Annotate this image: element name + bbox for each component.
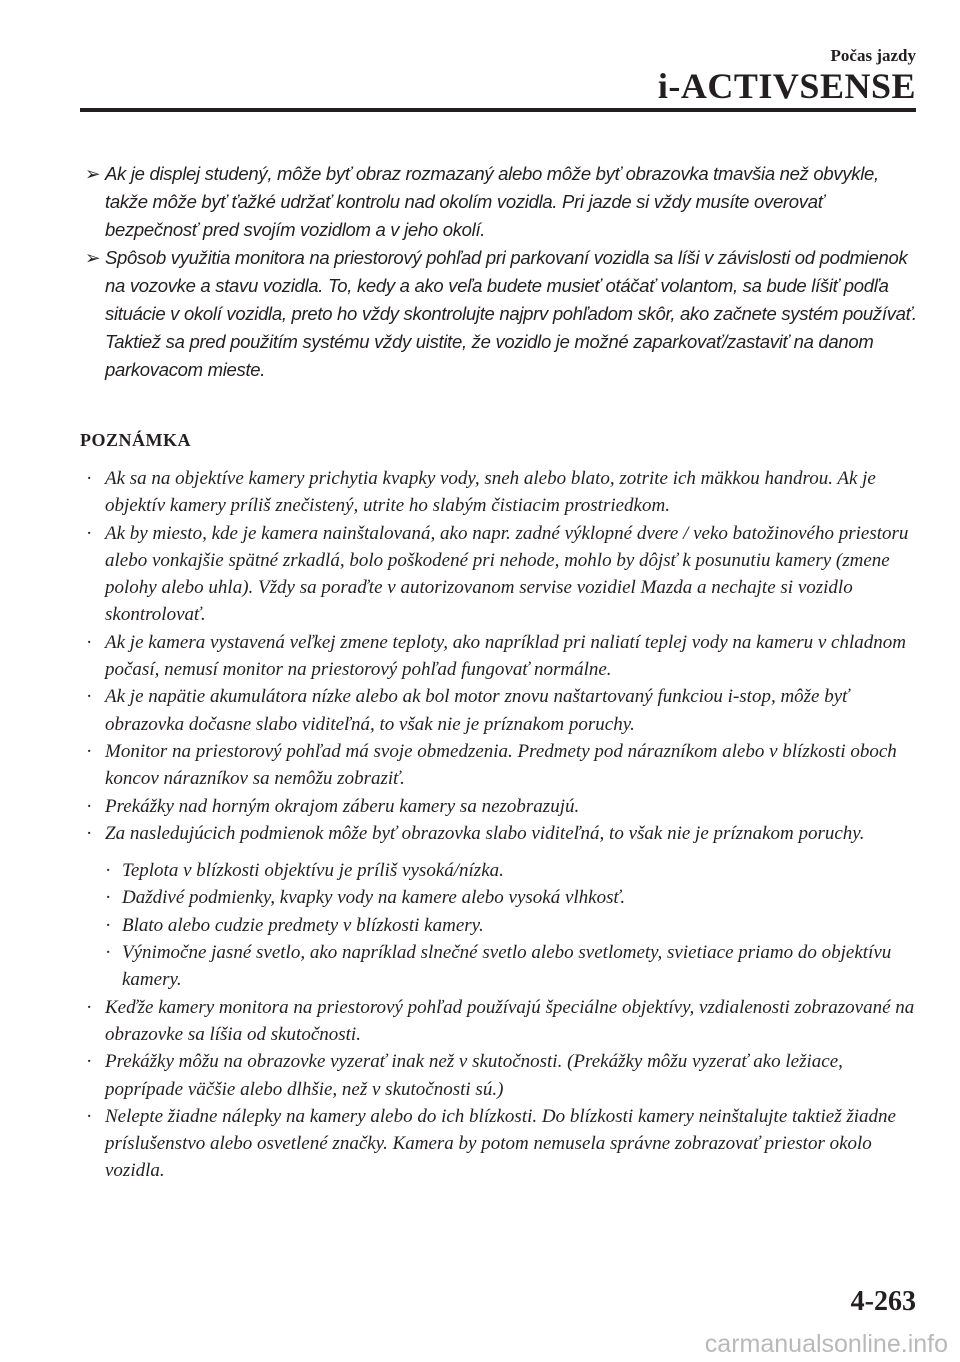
sub-note-item — [105, 912, 920, 939]
note-item — [86, 994, 920, 1049]
note-item — [86, 820, 920, 847]
note-text: Ak je kamera vystavená veľkej zmene teploty, ako napríklad pri naliatí teplej vody na kameru v chladnom počasí, nemusí monitor na priestorový pohľad fungovať normálne. — [105, 631, 906, 681]
bullet-icon: · — [86, 686, 93, 708]
note-item — [86, 465, 920, 520]
arrow-marker-icon: ➢ — [85, 163, 101, 184]
note-text: Ak by miesto, kde je kamera nainštalovaná, ako napr. zadné výklopné dvere / veko batožinového priestoru alebo vonkajšie spätné zrkadlá, bolo poškodené pri nehode, mohlo by dôjsť k posunutiu kamery (zmene polohy alebo uhla). Vždy sa poraďte v autorizovanom servise vozidiel Mazda a nechajte si vozidlo skontrolovať. — [105, 522, 909, 626]
arrow-marker-icon: ➢ — [85, 247, 101, 268]
sub-note-list — [86, 857, 920, 993]
note-item — [86, 738, 920, 793]
note-item — [86, 1103, 920, 1185]
note-text: Výnimočne jasné svetlo, ako napríklad slnečné svetlo alebo svetlomety, svietiace priamo do objektívu kamery. — [122, 942, 892, 991]
watermark: carmanualsonline.info — [704, 1330, 948, 1358]
note-text: Keďže kamery monitora na priestorový pohľad používajú špeciálne objektívy, vzdialenosti zobrazované na obrazovke sa líšia od skutočnosti. — [105, 996, 915, 1045]
header-rule — [80, 108, 916, 112]
note-text: Monitor na priestorový pohľad má svoje obmedzenia. Predmety pod nárazníkom alebo v blízkosti oboch koncov nárazníkov sa nemôžu zobraziť. — [105, 740, 897, 790]
bullet-icon: · — [86, 468, 93, 489]
page-header — [658, 46, 916, 106]
page-number: 4-263 — [850, 1286, 916, 1317]
note-list — [86, 465, 920, 1185]
bullet-icon: · — [105, 942, 112, 964]
note-text: Ak sa na objektíve kamery prichytia kvapky vody, sneh alebo blato, zotrite ich mäkkou handrou. Ak je objektív kamery príliš znečistený, utrite ho slabým čistiacim prostriedkom. — [105, 468, 876, 517]
sub-note-item — [105, 939, 920, 994]
bullet-icon: · — [86, 822, 93, 844]
note-text: Nelepte žiadne nálepky na kamery alebo do ich blízkosti. Do blízkosti kamery neinštalujte taktiež žiadne príslušenstvo alebo osvetlené značky. Kamera by potom nemusela správne zobrazovať priestor okolo vozidla. — [105, 1105, 896, 1182]
bullet-icon: · — [86, 522, 93, 544]
bullet-icon: · — [86, 996, 93, 1018]
note-text: Prekážky nad horným okrajom záberu kamery sa nezobrazujú. — [105, 795, 580, 817]
note-text: Prekážky môžu na obrazovke vyzerať inak než v skutočnosti. (Prekážky môžu vyzerať ako ležiace, poprípade väčšie alebo dlhšie, než v skutočnosti sú.) — [105, 1051, 843, 1100]
note-text: Za nasledujúcich podmienok môže byť obrazovka slabo viditeľná, to však nie je príznakom poruchy. — [105, 822, 865, 844]
bullet-icon: · — [86, 740, 93, 762]
note-item — [86, 793, 920, 820]
note-item — [86, 629, 920, 684]
note-item — [86, 520, 920, 629]
note-heading: POZNÁMKA — [80, 430, 191, 450]
note-text: Blato alebo cudzie predmety v blízkosti kamery. — [122, 914, 484, 936]
caution-text: Ak je displej studený, môže byť obraz rozmazaný alebo môže byť obrazovka tmavšia než obvykle, takže môže byť ťažké udržať kontrolu nad okolím vozidla. Pri jazde si vždy musíte overovať bezpečnosť pred svojím vozidlom a v jeho okolí. — [105, 163, 879, 240]
chapter-title: i-ACTIVSENSE — [657, 66, 916, 106]
sub-note-item — [105, 884, 920, 911]
caution-item — [85, 160, 920, 244]
caution-text: Spôsob využitia monitora na priestorový pohľad pri parkovaní vozidla sa líši v závislosti od podmienok na vozovke a stavu vozidla. To, kedy a ako veľa budete musieť otáčať volantom, sa bude líšiť podľa situácie v okolí vozidla, preto ho vždy skontrolujte najprv pohľadom skôr, ako začnete systém používať. — [105, 247, 917, 324]
bullet-icon: · — [105, 887, 112, 909]
note-text: Teplota v blízkosti objektívu je príliš vysoká/nízka. — [122, 860, 504, 882]
section-title: Počas jazdy — [830, 46, 916, 65]
note-text: Daždivé podmienky, kvapky vody na kamere alebo vysoká vlhkosť. — [122, 887, 626, 909]
bullet-icon: · — [86, 1051, 93, 1073]
bullet-icon: · — [86, 795, 93, 817]
bullet-icon: · — [86, 1105, 93, 1127]
caution-item — [85, 244, 920, 384]
bullet-icon: · — [105, 914, 112, 936]
note-item — [86, 1048, 920, 1103]
bullet-icon: · — [86, 631, 93, 653]
caution-extra-text: Taktiež sa pred použitím systému vždy uistite, že vozidlo je možné zaparkovať/zastaviť na danom parkovacom mieste. — [105, 331, 874, 380]
sub-note-item — [105, 857, 920, 884]
note-item — [86, 683, 920, 738]
bullet-icon: · — [105, 860, 112, 882]
caution-list — [85, 160, 920, 384]
note-text: Ak je napätie akumulátora nízke alebo ak bol motor znovu naštartovaný funkciou i-stop, môže byť obrazovka dočasne slabo viditeľná, to však nie je príznakom poruchy. — [105, 686, 850, 735]
